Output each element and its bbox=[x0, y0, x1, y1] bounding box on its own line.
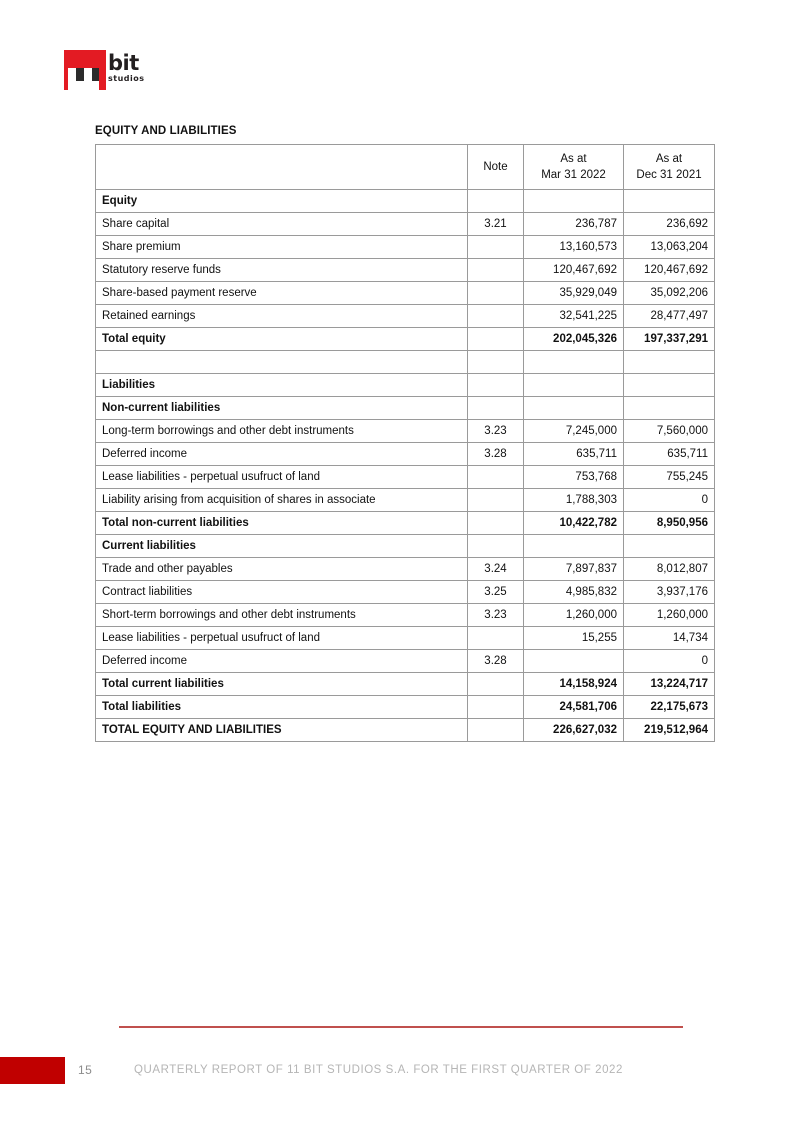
table-row bbox=[96, 328, 715, 351]
row-note: 3.24 bbox=[468, 558, 524, 581]
row-note: 3.28 bbox=[468, 443, 524, 466]
row-value-dec-2021: 219,512,964 bbox=[624, 719, 715, 742]
row-value-mar-2022 bbox=[524, 190, 624, 213]
table-row bbox=[96, 650, 715, 673]
row-value-dec-2021: 120,467,692 bbox=[624, 259, 715, 282]
row-value-dec-2021: 755,245 bbox=[624, 466, 715, 489]
row-note bbox=[468, 328, 524, 351]
page-title: EQUITY AND LIABILITIES bbox=[95, 125, 237, 137]
row-label: Share-based payment reserve bbox=[96, 282, 468, 305]
column-header-dec-2021-line1: As at bbox=[655, 153, 683, 165]
table-row bbox=[96, 558, 715, 581]
logo-digit-one bbox=[76, 68, 84, 81]
table-row bbox=[96, 213, 715, 236]
row-value-dec-2021 bbox=[624, 535, 715, 558]
row-label: Deferred income bbox=[96, 443, 468, 466]
row-note bbox=[468, 236, 524, 259]
row-value-dec-2021: 3,937,176 bbox=[624, 581, 715, 604]
table-row bbox=[96, 627, 715, 650]
row-label: TOTAL EQUITY AND LIABILITIES bbox=[96, 719, 468, 742]
column-header-mar-2022 bbox=[524, 145, 624, 190]
table-row bbox=[96, 466, 715, 489]
row-note bbox=[468, 190, 524, 213]
table-row bbox=[96, 673, 715, 696]
row-label: Non-current liabilities bbox=[96, 397, 468, 420]
column-header-note: Note bbox=[468, 145, 524, 190]
row-value-dec-2021: 635,711 bbox=[624, 443, 715, 466]
row-note bbox=[468, 466, 524, 489]
row-value-mar-2022 bbox=[524, 397, 624, 420]
column-header-mar-2022-line2: Mar 31 2022 bbox=[541, 169, 606, 181]
row-value-dec-2021: 13,063,204 bbox=[624, 236, 715, 259]
row-value-mar-2022: 32,541,225 bbox=[524, 305, 624, 328]
row-note bbox=[468, 351, 524, 374]
row-value-dec-2021 bbox=[624, 190, 715, 213]
row-value-mar-2022: 4,985,832 bbox=[524, 581, 624, 604]
column-header-dec-2021 bbox=[624, 145, 715, 190]
row-value-mar-2022: 120,467,692 bbox=[524, 259, 624, 282]
row-value-dec-2021: 22,175,673 bbox=[624, 696, 715, 719]
table-row bbox=[96, 719, 715, 742]
column-header-mar-2022-line1: As at bbox=[560, 153, 587, 165]
table-row bbox=[96, 236, 715, 259]
row-value-dec-2021: 8,950,956 bbox=[624, 512, 715, 535]
table-header-row bbox=[96, 145, 715, 190]
table-row bbox=[96, 374, 715, 397]
row-label: Liability arising from acquisition of shares in associate bbox=[96, 489, 468, 512]
table-row bbox=[96, 535, 715, 558]
table-header bbox=[96, 145, 715, 190]
row-note bbox=[468, 397, 524, 420]
table-row bbox=[96, 489, 715, 512]
row-value-mar-2022 bbox=[524, 535, 624, 558]
row-value-dec-2021: 7,560,000 bbox=[624, 420, 715, 443]
row-note bbox=[468, 374, 524, 397]
row-value-mar-2022: 635,711 bbox=[524, 443, 624, 466]
row-value-dec-2021 bbox=[624, 351, 715, 374]
row-value-mar-2022: 1,788,303 bbox=[524, 489, 624, 512]
table-row bbox=[96, 696, 715, 719]
row-label: Total current liabilities bbox=[96, 673, 468, 696]
row-value-mar-2022: 236,787 bbox=[524, 213, 624, 236]
row-value-dec-2021: 236,692 bbox=[624, 213, 715, 236]
table-row bbox=[96, 305, 715, 328]
row-label: Liabilities bbox=[96, 374, 468, 397]
row-note bbox=[468, 627, 524, 650]
row-value-mar-2022: 7,897,837 bbox=[524, 558, 624, 581]
row-value-dec-2021: 28,477,497 bbox=[624, 305, 715, 328]
row-value-mar-2022: 753,768 bbox=[524, 466, 624, 489]
row-value-mar-2022: 14,158,924 bbox=[524, 673, 624, 696]
row-value-mar-2022 bbox=[524, 374, 624, 397]
row-note bbox=[468, 719, 524, 742]
row-value-dec-2021 bbox=[624, 374, 715, 397]
row-label: Total non-current liabilities bbox=[96, 512, 468, 535]
row-value-mar-2022: 226,627,032 bbox=[524, 719, 624, 742]
row-label: Long-term borrowings and other debt instruments bbox=[96, 420, 468, 443]
company-logo bbox=[64, 48, 164, 96]
row-note bbox=[468, 535, 524, 558]
footer-rule bbox=[119, 1026, 683, 1028]
row-label: Current liabilities bbox=[96, 535, 468, 558]
row-value-mar-2022: 202,045,326 bbox=[524, 328, 624, 351]
row-label bbox=[96, 351, 468, 374]
row-label: Share premium bbox=[96, 236, 468, 259]
row-value-dec-2021: 0 bbox=[624, 650, 715, 673]
logo-mark-icon bbox=[64, 50, 106, 90]
logo-brand-text: bit bbox=[108, 51, 139, 75]
row-value-mar-2022: 7,245,000 bbox=[524, 420, 624, 443]
table-row bbox=[96, 420, 715, 443]
table-row bbox=[96, 581, 715, 604]
table-row bbox=[96, 282, 715, 305]
row-label: Short-term borrowings and other debt instruments bbox=[96, 604, 468, 627]
row-value-dec-2021 bbox=[624, 397, 715, 420]
row-note bbox=[468, 696, 524, 719]
table-row bbox=[96, 604, 715, 627]
row-label: Statutory reserve funds bbox=[96, 259, 468, 282]
row-label: Trade and other payables bbox=[96, 558, 468, 581]
column-header-dec-2021-line2: Dec 31 2021 bbox=[636, 169, 702, 181]
logo-sub-text: studios bbox=[108, 74, 145, 83]
row-label: Share capital bbox=[96, 213, 468, 236]
row-note: 3.28 bbox=[468, 650, 524, 673]
row-note bbox=[468, 282, 524, 305]
equity-and-liabilities-table bbox=[95, 144, 715, 742]
row-value-dec-2021: 0 bbox=[624, 489, 715, 512]
row-note bbox=[468, 489, 524, 512]
row-value-dec-2021: 197,337,291 bbox=[624, 328, 715, 351]
table-row bbox=[96, 443, 715, 466]
row-label: Retained earnings bbox=[96, 305, 468, 328]
row-label: Contract liabilities bbox=[96, 581, 468, 604]
row-label: Total equity bbox=[96, 328, 468, 351]
footer-page-number: 15 bbox=[78, 1063, 93, 1077]
row-label: Lease liabilities - perpetual usufruct of land bbox=[96, 627, 468, 650]
row-note bbox=[468, 305, 524, 328]
row-value-mar-2022: 1,260,000 bbox=[524, 604, 624, 627]
row-value-mar-2022 bbox=[524, 351, 624, 374]
footer-red-block bbox=[0, 1057, 65, 1084]
row-note bbox=[468, 259, 524, 282]
row-label: Equity bbox=[96, 190, 468, 213]
logo-wordmark bbox=[108, 52, 164, 84]
row-note: 3.21 bbox=[468, 213, 524, 236]
footer-text: QUARTERLY REPORT OF 11 BIT STUDIOS S.A. FOR THE FIRST QUARTER OF 2022 bbox=[134, 1064, 623, 1076]
row-label: Deferred income bbox=[96, 650, 468, 673]
row-note: 3.23 bbox=[468, 420, 524, 443]
row-value-mar-2022 bbox=[524, 650, 624, 673]
column-header-description bbox=[96, 145, 468, 190]
row-value-mar-2022: 15,255 bbox=[524, 627, 624, 650]
logo-digit-one bbox=[92, 68, 99, 81]
row-note: 3.25 bbox=[468, 581, 524, 604]
row-value-dec-2021: 35,092,206 bbox=[624, 282, 715, 305]
table-row bbox=[96, 512, 715, 535]
row-value-mar-2022: 35,929,049 bbox=[524, 282, 624, 305]
table-row bbox=[96, 397, 715, 420]
table-row bbox=[96, 190, 715, 213]
row-value-mar-2022: 13,160,573 bbox=[524, 236, 624, 259]
table-row bbox=[96, 351, 715, 374]
table-row bbox=[96, 259, 715, 282]
row-value-mar-2022: 10,422,782 bbox=[524, 512, 624, 535]
row-value-dec-2021: 1,260,000 bbox=[624, 604, 715, 627]
row-label: Lease liabilities - perpetual usufruct of land bbox=[96, 466, 468, 489]
row-value-dec-2021: 13,224,717 bbox=[624, 673, 715, 696]
row-value-dec-2021: 8,012,807 bbox=[624, 558, 715, 581]
row-note: 3.23 bbox=[468, 604, 524, 627]
row-value-dec-2021: 14,734 bbox=[624, 627, 715, 650]
row-value-mar-2022: 24,581,706 bbox=[524, 696, 624, 719]
row-note bbox=[468, 673, 524, 696]
table-body bbox=[96, 190, 715, 742]
row-note bbox=[468, 512, 524, 535]
row-label: Total liabilities bbox=[96, 696, 468, 719]
